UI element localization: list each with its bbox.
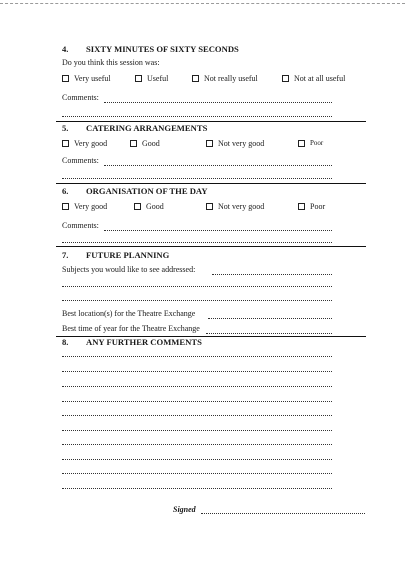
checkbox[interactable] — [134, 203, 141, 210]
section-divider — [56, 121, 366, 122]
checkbox[interactable] — [206, 140, 213, 147]
option-very-good[interactable]: Very good — [62, 202, 107, 211]
section-title: ANY FURTHER COMMENTS — [86, 337, 202, 347]
checkbox[interactable] — [206, 203, 213, 210]
comments-label: Comments: — [62, 93, 99, 102]
comments-line[interactable] — [62, 473, 332, 474]
comments-line[interactable] — [104, 165, 332, 166]
checkbox[interactable] — [298, 140, 305, 147]
comments-line[interactable] — [62, 178, 332, 179]
comments-line[interactable] — [62, 401, 332, 402]
checkbox[interactable] — [282, 75, 289, 82]
comments-line[interactable] — [62, 386, 332, 387]
comments-line[interactable] — [62, 415, 332, 416]
checkbox[interactable] — [62, 140, 69, 147]
time-label: Best time of year for the Theatre Exchange — [62, 324, 200, 333]
checkbox[interactable] — [298, 203, 305, 210]
section-divider — [56, 246, 366, 247]
comments-line[interactable] — [62, 371, 332, 372]
checkbox[interactable] — [135, 75, 142, 82]
comments-line[interactable] — [104, 102, 332, 103]
comments-line[interactable] — [62, 116, 332, 117]
section-number: 7. — [62, 250, 69, 260]
option-poor[interactable]: Poor — [298, 139, 323, 147]
checkbox[interactable] — [130, 140, 137, 147]
option-not-very-good[interactable]: Not very good — [206, 202, 264, 211]
comments-label: Comments: — [62, 156, 99, 165]
subjects-line[interactable] — [62, 286, 332, 287]
session-question: Do you think this session was: — [62, 58, 160, 67]
option-good[interactable]: Good — [134, 202, 164, 211]
signed-label: Signed — [173, 505, 196, 514]
section-title: SIXTY MINUTES OF SIXTY SECONDS — [86, 44, 239, 54]
scan-top-edge — [0, 3, 405, 4]
section-title: FUTURE PLANNING — [86, 250, 170, 260]
section-8-heading — [62, 337, 202, 347]
time-line[interactable] — [206, 333, 332, 334]
section-number: 6. — [62, 186, 69, 196]
section-number: 4. — [62, 44, 69, 54]
comments-line[interactable] — [62, 459, 332, 460]
comments-label: Comments: — [62, 221, 99, 230]
comments-line[interactable] — [62, 356, 332, 357]
signature-line[interactable] — [201, 513, 365, 514]
section-number: 5. — [62, 123, 69, 133]
comments-line[interactable] — [62, 444, 332, 445]
option-not-at-all-useful[interactable]: Not at all useful — [282, 74, 345, 83]
checkbox[interactable] — [62, 75, 69, 82]
subjects-label: Subjects you would like to see addressed: — [62, 265, 196, 274]
checkbox[interactable] — [62, 203, 69, 210]
section-divider — [56, 183, 366, 184]
section-4-heading — [62, 44, 239, 54]
subjects-line[interactable] — [212, 274, 332, 275]
option-good[interactable]: Good — [130, 139, 160, 148]
section-title: ORGANISATION OF THE DAY — [86, 186, 208, 196]
comments-line[interactable] — [62, 430, 332, 431]
comments-line[interactable] — [62, 488, 332, 489]
checkbox[interactable] — [192, 75, 199, 82]
option-poor[interactable]: Poor — [298, 202, 325, 211]
option-not-very-good[interactable]: Not very good — [206, 139, 264, 148]
option-not-really-useful[interactable]: Not really useful — [192, 74, 258, 83]
location-label: Best location(s) for the Theatre Exchange — [62, 309, 196, 318]
location-line[interactable] — [208, 318, 332, 319]
section-6-heading — [62, 186, 208, 196]
subjects-line[interactable] — [62, 300, 332, 301]
comments-line[interactable] — [62, 242, 332, 243]
comments-line[interactable] — [104, 230, 332, 231]
option-very-good[interactable]: Very good — [62, 139, 107, 148]
section-5-heading — [62, 123, 207, 133]
option-useful[interactable]: Useful — [135, 74, 168, 83]
section-7-heading — [62, 250, 169, 260]
option-very-useful[interactable]: Very useful — [62, 74, 111, 83]
section-number: 8. — [62, 337, 69, 347]
section-title: CATERING ARRANGEMENTS — [86, 123, 208, 133]
